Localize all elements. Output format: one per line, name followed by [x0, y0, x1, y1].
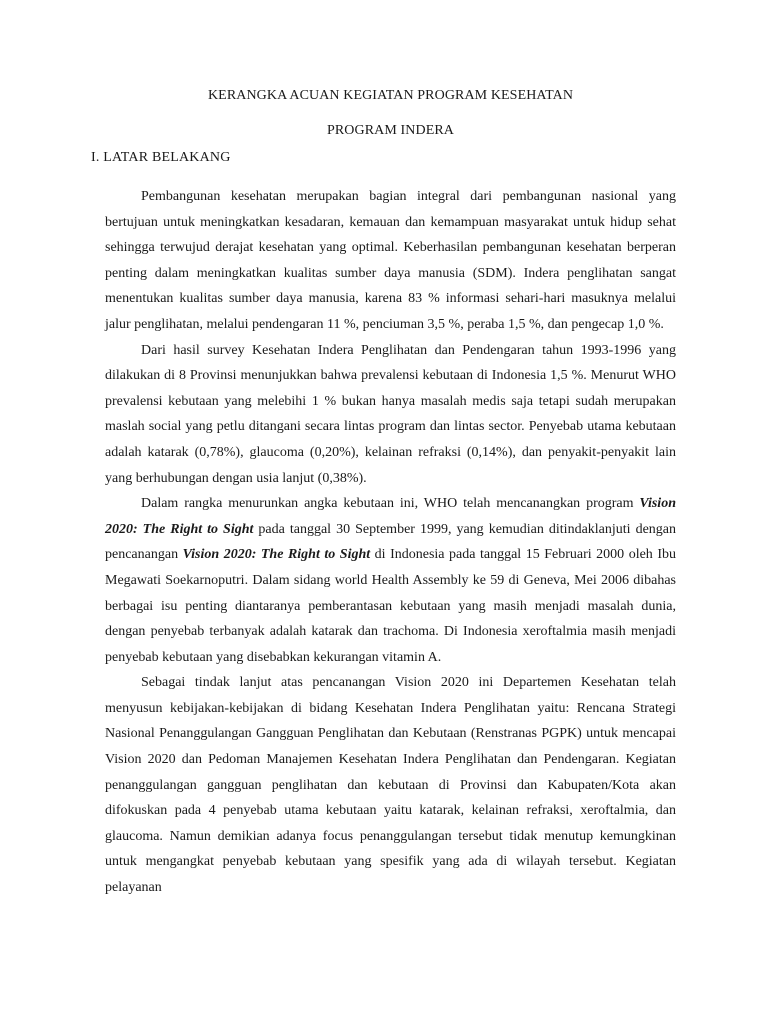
paragraph-2: Dari hasil survey Kesehatan Indera Penglihatan dan Pendengaran tahun 1993-1996 yang dilakukan di 8 Provinsi menunjukkan bahwa prevalensi kebutaan di Indonesia 1,5 %. Menurut WHO prevalensi kebutaan yang melebihi 1 % bukan hanya masalah medis saja tetapi sudah merupakan maslah social yang petlu ditangani secara lintas program dan lintas sector. Penyebab utama kebutaan adalah katarak (0,78%), glaucoma (0,20%), kelainan refraksi (0,14%), dan penyakit-penyakit lain yang berhubungan dengan usia lanjut (0,38%).: [105, 342, 676, 486]
vision-2020-emphasis-1: Vision 2020: The Right to Sight: [105, 496, 676, 537]
vision-2020-emphasis-2: Vision 2020: The Right to Sight: [182, 547, 371, 563]
document-subtitle: PROGRAM INDERA: [326, 123, 455, 138]
document-body: [105, 184, 676, 901]
paragraph-3-text-a: Dalam rangka menurunkan angka kebutaan ini, WHO telah mencanangkan program: [141, 496, 640, 512]
paragraph-3-text-b: pada tanggal 30 September 1999, yang kemudian ditindaklanjuti dengan pencanangan: [105, 521, 677, 563]
paragraph-4: Sebagai tindak lanjut atas pencanangan Vision 2020 ini Departemen Kesehatan telah menyusun kebijakan-kebijakan di bidang Kesehatan Indera Penglihatan yaitu: Rencana Strategi Nasional Penanggulangan Gangguan Penglihatan dan Kebutaan (Renstranas PGPK) untuk mencapai Vision 2020 dan Pedoman Manajemen Kesehatan Indera Penglihatan dan Pendengaran. Kegiatan penanggulangan gangguan penglihatan dan kebutaan di Provinsi dan Kabupaten/Kota akan difokuskan pada 4 penyebab utama kebutaan yaitu katarak, kelainan refraksi, xeroftalmia, dan glaucoma. Namun demikian adanya focus penanggulangan tersebut tidak menutup kemungkinan untuk mengangkat penyebab kebutaan yang spesifik yang ada di wilayah tersebut. Kegiatan pelayanan: [105, 675, 676, 896]
paragraph-3-text-c: di Indonesia pada tanggal 15 Februari 2000 oleh Ibu Megawati Soekarnoputri. Dalam sidang world Health Assembly ke 59 di Geneva, Mei 2006 dibahas berbagai isu penting diantaranya pemberantasan kebutaan yang masih menjadi masalah dunia, dengan penyebab terbanyak adalah katarak dan trachoma. Di Indonesia xeroftalmia masih menjadi penyebab kebutaan yang disebabkan kekurangan vitamin A.: [105, 547, 676, 665]
paragraph-1: Pembangunan kesehatan merupakan bagian integral dari pembangunan nasional yang bertujuan untuk meningkatkan kesadaran, kemauan dan kemampuan masyarakat untuk hidup sehat sehingga terwujud derajat kesehatan yang optimal. Keberhasilan pembangunan kesehatan berperan penting dalam meningkatkan kualitas sumber daya manusia (SDM). Indera penglihatan sangat menentukan kualitas sumber daya manusia, karena 83 % informasi sehari-hari masuknya melalui jalur penglihatan, melalui pendengaran 11 %, penciuman 3,5 %, peraba 1,5 %, dan pengecap 1,0 %.: [105, 189, 676, 332]
section-heading: I. LATAR BELAKANG: [91, 150, 231, 165]
paragraph-3: [105, 491, 676, 670]
document-title: KERANGKA ACUAN KEGIATAN PROGRAM KESEHATAN: [207, 88, 574, 103]
document-title-block: [105, 84, 676, 143]
